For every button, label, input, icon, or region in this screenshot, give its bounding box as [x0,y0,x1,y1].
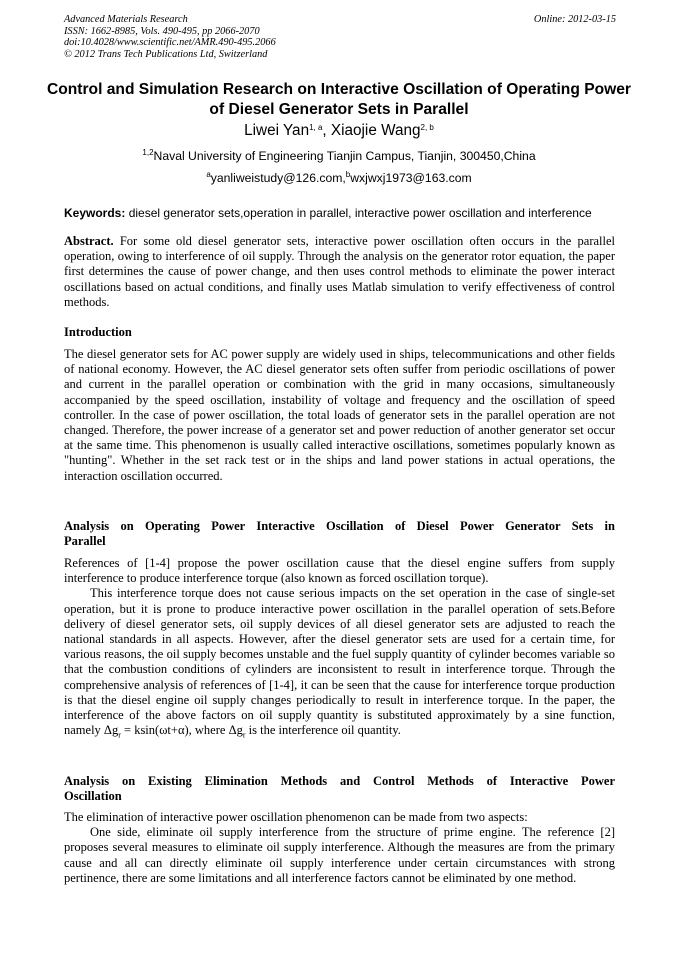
abstract-text: For some old diesel generator sets, interactive power oscillation often occurs in the parallel operation, owing to interference of oil supply. Through the analysis on the generator rotor equation, the paper first determines the cause of power change, and then uses control methods to eliminate the power interact oscillations based on actual conditions, and finally uses Matlab simulation to verify effectiveness of control methods. [64,234,615,309]
section-heading-elimination [64,774,615,804]
elimination-paragraph-1: The elimination of interactive power oscillation phenomenon can be made from two aspects: [64,810,528,824]
formula-eq: = ksin(ωt+α), where [120,723,229,738]
journal-name: Advanced Materials Research [64,14,188,25]
formula-sub-2: r [242,730,246,740]
elimination-heading-line1: Analysis on Existing Elimination Methods and Control Methods of Interactive Power [64,774,615,788]
author-sup: 1, a [309,123,323,132]
keywords-label: Keywords: [64,206,126,220]
analysis-paragraph-1: References of [1-4] propose the power oscillation cause that the diesel engine suffers from supply interference to produce interference torque (also known as forced oscillation torque). [64,556,615,586]
online-date: Online: 2012-03-15 [533,14,616,25]
issn-line: ISSN: 1662-8985, Vols. 490-495, pp 2066-2070 [64,25,260,37]
formula-delta-g-2: Δg [228,723,243,738]
analysis-heading-line1: Analysis on Operating Power Interactive Oscillation of Diesel Power Generator Sets in [64,519,615,533]
analysis-heading-line2: Parallel [64,534,106,549]
copyright-line: © 2012 Trans Tech Publications Ltd, Switzerland [64,48,268,60]
keywords-text: diesel generator sets,operation in parallel, interactive power oscillation and interference [128,206,592,220]
analysis-p2-text: This interference torque does not cause serious impacts on the set operation in the case of single-set operation, but it is prone to produce interactive power oscillation in the parallel operation of sets.Before delivery of diesel generator sets, oil supply devices of all diesel generator sets are adjusted to reach the national standards in all aspects. However, after the diesel generator sets are used for a certain time, for various reasons, the oil supply becomes unstable and the fuel supply quantity of cylinder becomes variable so that the combustion conditions of cylinders are inconsistent to result in interference torque. Through the comprehensive analysis of references of [1-4], it can be seen that the cause for interference torque production is that the diesel engine oil supply changes periodically to result in interference torque. In the paper, the interference of the above factors on oil supply quantity is substituted approximately by a sine function, namely [64,586,615,738]
analysis-paragraph-2 [64,586,615,743]
affiliation [40,148,638,164]
elimination-paragraph-2: One side, eliminate oil supply interference from the structure of prime engine. The reference [2] proposes several measures to eliminate oil supply interference. Although the measures are from the primary cause and all can directly eliminate oil supply interference under certain circumstances with strong pertinence, there are some limitations and all interference factors cannot be eliminated by one method. [64,825,615,885]
affiliation-sup: 1,2 [142,148,154,157]
affiliation-text: Naval University of Engineering Tianjin Campus, Tianjin, 300450,China [153,149,536,163]
keywords [64,206,624,221]
elimination-body [64,810,615,886]
abstract [64,234,615,310]
email-text: yanliweistudy@126.com, [210,171,346,185]
doi-line: doi:10.4028/www.scientific.net/AMR.490-495.2066 [64,37,276,48]
author-emails [40,170,638,186]
author-list: Liwei Yan$^{1, a}$, Xiaojie Wang$^{2, b}$ [244,122,434,139]
analysis-p2-end: is the interference oil quantity. [245,723,401,738]
author-name: Liwei Yan [244,122,310,139]
email-sup: a [206,170,211,179]
journal-header [64,14,616,60]
section-heading-analysis [64,519,615,549]
author-sup: 2, b [420,123,434,132]
email-text: wxjwxj1973@163.com [350,171,472,185]
introduction-paragraph: The diesel generator sets for AC power supply are widely used in ships, telecommunications and other fields of national economy. However, the AC diesel generator sets often suffer from periodic oscillations of power and current in the parallel operation or combination with the grid in many occasions, simultaneously accompanied by the speed oscillation, instability of voltage and frequency and the oscillation of speed controller. In the case of power oscillation, the total loads of generator sets in the parallel operation are not changed. Therefore, the power increase of a generator set and power reduction of another generator set occur at the same time. This phenomenon is usually called interactive oscillations, sometimes popularly known as "hunting". Whether in the set rack test or in the ships and land power stations in actual operations, the interaction oscillation occurred. [64,347,615,483]
formula-sub: r [118,730,121,740]
elimination-heading-line2: Oscillation [64,789,122,804]
section-heading-introduction: Introduction [64,325,132,339]
introduction-body [64,347,615,484]
paper-title: Control and Simulation Research on Interactive Oscillation of Operating Power of Diesel Generator Sets in Parallel [46,81,631,118]
abstract-label: Abstract. [64,234,114,248]
email-sup: b [345,170,351,179]
analysis-body [64,556,615,743]
formula-delta-g: Δg [103,723,119,738]
author-name: Xiaojie Wang [330,122,421,139]
